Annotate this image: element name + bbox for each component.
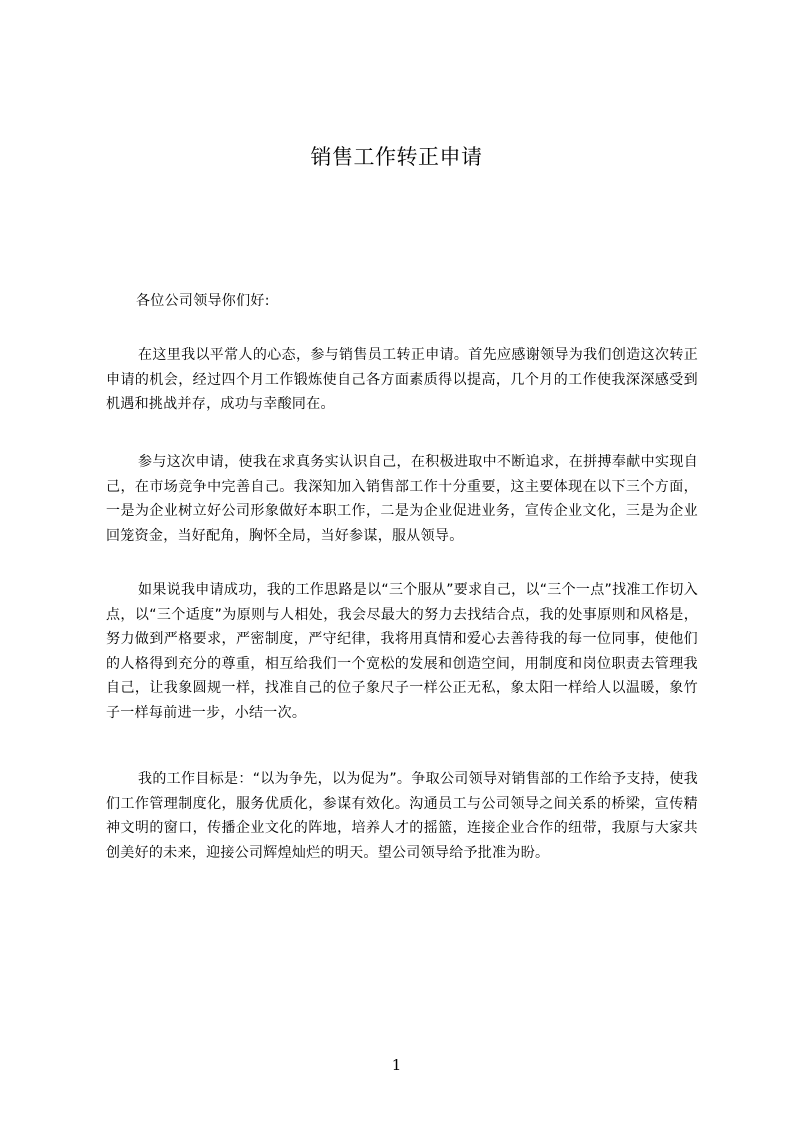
page-number: 1 [391, 1056, 402, 1074]
paragraph-3: 如果说我申请成功，我的工作思路是以“三个服从”要求自己，以“三个一点”找准工作切入点，以“三个适度”为原则与人相处，我会尽最大的努力去找结合点，我的处事原则和风格是，努力做到严格要求，严密制度，严守纪律，我将用真情和爱心去善待我的每一位同事，使他们的人格得到充分的尊重，相互给我们一个宽松的发展和创造空间，用制度和岗位职责去管理我自己，让我象圆规一样，找准自己的位子象尺子一样公正无私，象太阳一样给人以温暖，象竹子一样每前进一步，小结一次。 [106, 582, 698, 721]
document-title: 销售工作转正申请 [310, 145, 483, 169]
paragraph-2: 参与这次申请，使我在求真务实认识自己，在积极进取中不断追求，在拼搏奉献中实现自己，在市场竞争中完善自己。我深知加入销售部工作十分重要，这主要体现在以下三个方面，一是为企业树立好公司形象做好本职工作，二是为企业促进业务，宣传企业文化，三是为企业回笼资金，当好配角，胸怀全局，当好参谋，服从领导。 [106, 454, 698, 544]
paragraph-4: 我的工作目标是：“以为争先，以为促为”。争取公司领导对销售部的工作给予支持，使我们工作管理制度化，服务优质化，参谋有效化。沟通员工与公司领导之间关系的桥梁，宣传精神文明的窗口，传播企业文化的阵地，培养人才的摇篮，连接企业合作的纽带，我原与大家共创美好的未来，迎接公司辉煌灿烂的明天。望公司领导给予批准为盼。 [106, 771, 698, 861]
paragraph-1: 在这里我以平常人的心态，参与销售员工转正申请。首先应感谢领导为我们创造这次转正申请的机会，经过四个月工作锻炼使自己各方面素质得以提高，几个月的工作使我深深感受到机遇和挑战并存，成功与幸酸同在。 [106, 347, 698, 412]
greeting-line: 各位公司领导你们好: [136, 293, 270, 309]
